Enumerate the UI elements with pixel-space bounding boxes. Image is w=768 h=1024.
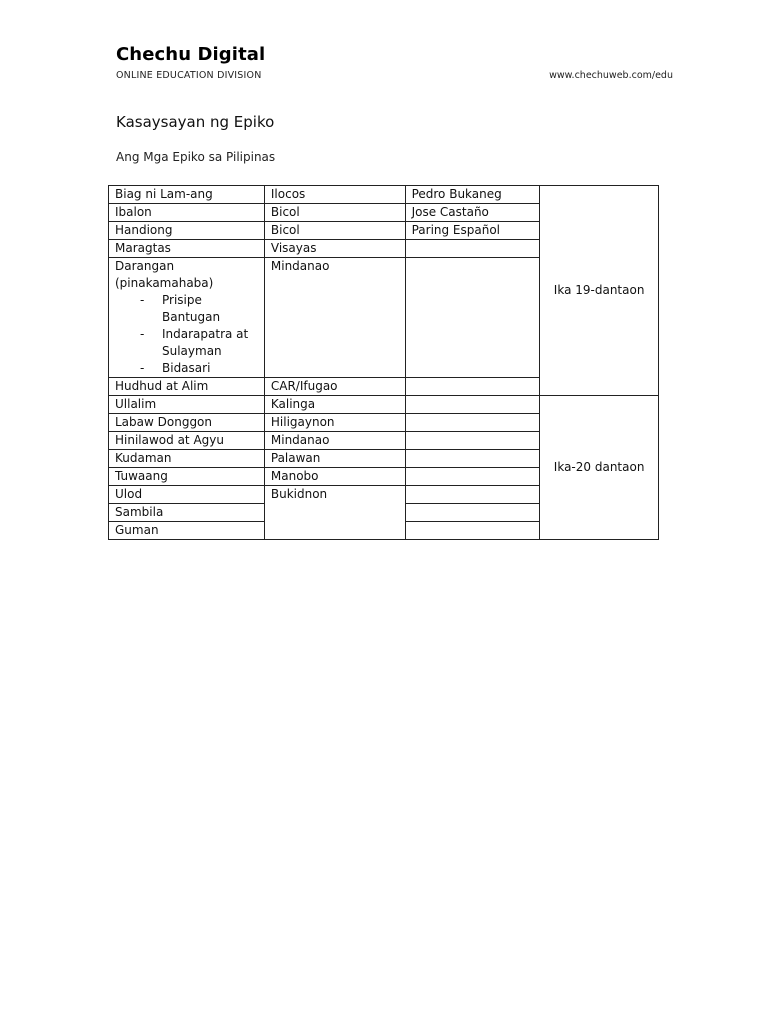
region-cell: Bicol (264, 204, 405, 222)
region-cell: Mindanao (264, 432, 405, 450)
document-subtitle: Ang Mga Epiko sa Pilipinas (116, 150, 276, 164)
epic-cell: Ullalim (109, 396, 265, 414)
dash-bullet: - (140, 293, 145, 307)
epic-cell: Handiong (109, 222, 265, 240)
region-cell: Bukidnon (264, 486, 405, 540)
author-cell (405, 378, 540, 396)
region-cell: Kalinga (264, 396, 405, 414)
list-item (115, 326, 258, 360)
region-cell: CAR/Ifugao (264, 378, 405, 396)
author-cell (405, 486, 540, 504)
website-url: www.chechuweb.com/edu (549, 70, 673, 81)
author-cell (405, 396, 540, 414)
author-cell (405, 504, 540, 522)
author-cell (405, 432, 540, 450)
subpart-line: Bantugan (162, 310, 221, 324)
author-cell: Jose Castaño (405, 204, 540, 222)
table-row (109, 186, 659, 204)
epic-name-line: Darangan (115, 259, 175, 273)
epic-cell: Sambila (109, 504, 265, 522)
subpart-line: Bidasari (162, 361, 211, 375)
era-cell: Ika 19-dantaon (540, 186, 659, 396)
division-label: ONLINE EDUCATION DIVISION (116, 70, 262, 81)
epic-cell: Ibalon (109, 204, 265, 222)
epic-cell: Tuwaang (109, 468, 265, 486)
dash-bullet: - (140, 361, 145, 375)
subpart-list (115, 292, 258, 377)
author-cell (405, 450, 540, 468)
region-cell: Manobo (264, 468, 405, 486)
epic-cell: Kudaman (109, 450, 265, 468)
epics-table (108, 185, 659, 540)
era-cell: Ika-20 dantaon (540, 396, 659, 540)
epic-note-line: (pinakamahaba) (115, 276, 214, 290)
epic-cell: Hudhud at Alim (109, 378, 265, 396)
region-cell: Mindanao (264, 258, 405, 378)
region-cell: Hiligaynon (264, 414, 405, 432)
region-cell: Bicol (264, 222, 405, 240)
list-item (115, 292, 258, 326)
author-cell (405, 240, 540, 258)
epic-cell: Guman (109, 522, 265, 540)
subpart-line: Prisipe (162, 293, 202, 307)
brand-name: Chechu Digital (116, 44, 266, 65)
author-cell (405, 414, 540, 432)
dash-bullet: - (140, 327, 145, 341)
subpart-line: Sulayman (162, 344, 222, 358)
author-cell (405, 468, 540, 486)
author-cell: Pedro Bukaneg (405, 186, 540, 204)
subpart-line: Indarapatra at (162, 327, 249, 341)
region-cell: Palawan (264, 450, 405, 468)
region-cell: Visayas (264, 240, 405, 258)
author-cell (405, 522, 540, 540)
document-title: Kasaysayan ng Epiko (116, 113, 275, 131)
region-cell: Ilocos (264, 186, 405, 204)
author-cell (405, 258, 540, 378)
epic-cell: Labaw Donggon (109, 414, 265, 432)
author-cell: Paring Español (405, 222, 540, 240)
epic-cell: Hinilawod at Agyu (109, 432, 265, 450)
epic-cell: Biag ni Lam-ang (109, 186, 265, 204)
epic-cell: Ulod (109, 486, 265, 504)
table-row (109, 396, 659, 414)
list-item (115, 360, 258, 377)
epic-cell: Maragtas (109, 240, 265, 258)
epic-cell (109, 258, 265, 378)
